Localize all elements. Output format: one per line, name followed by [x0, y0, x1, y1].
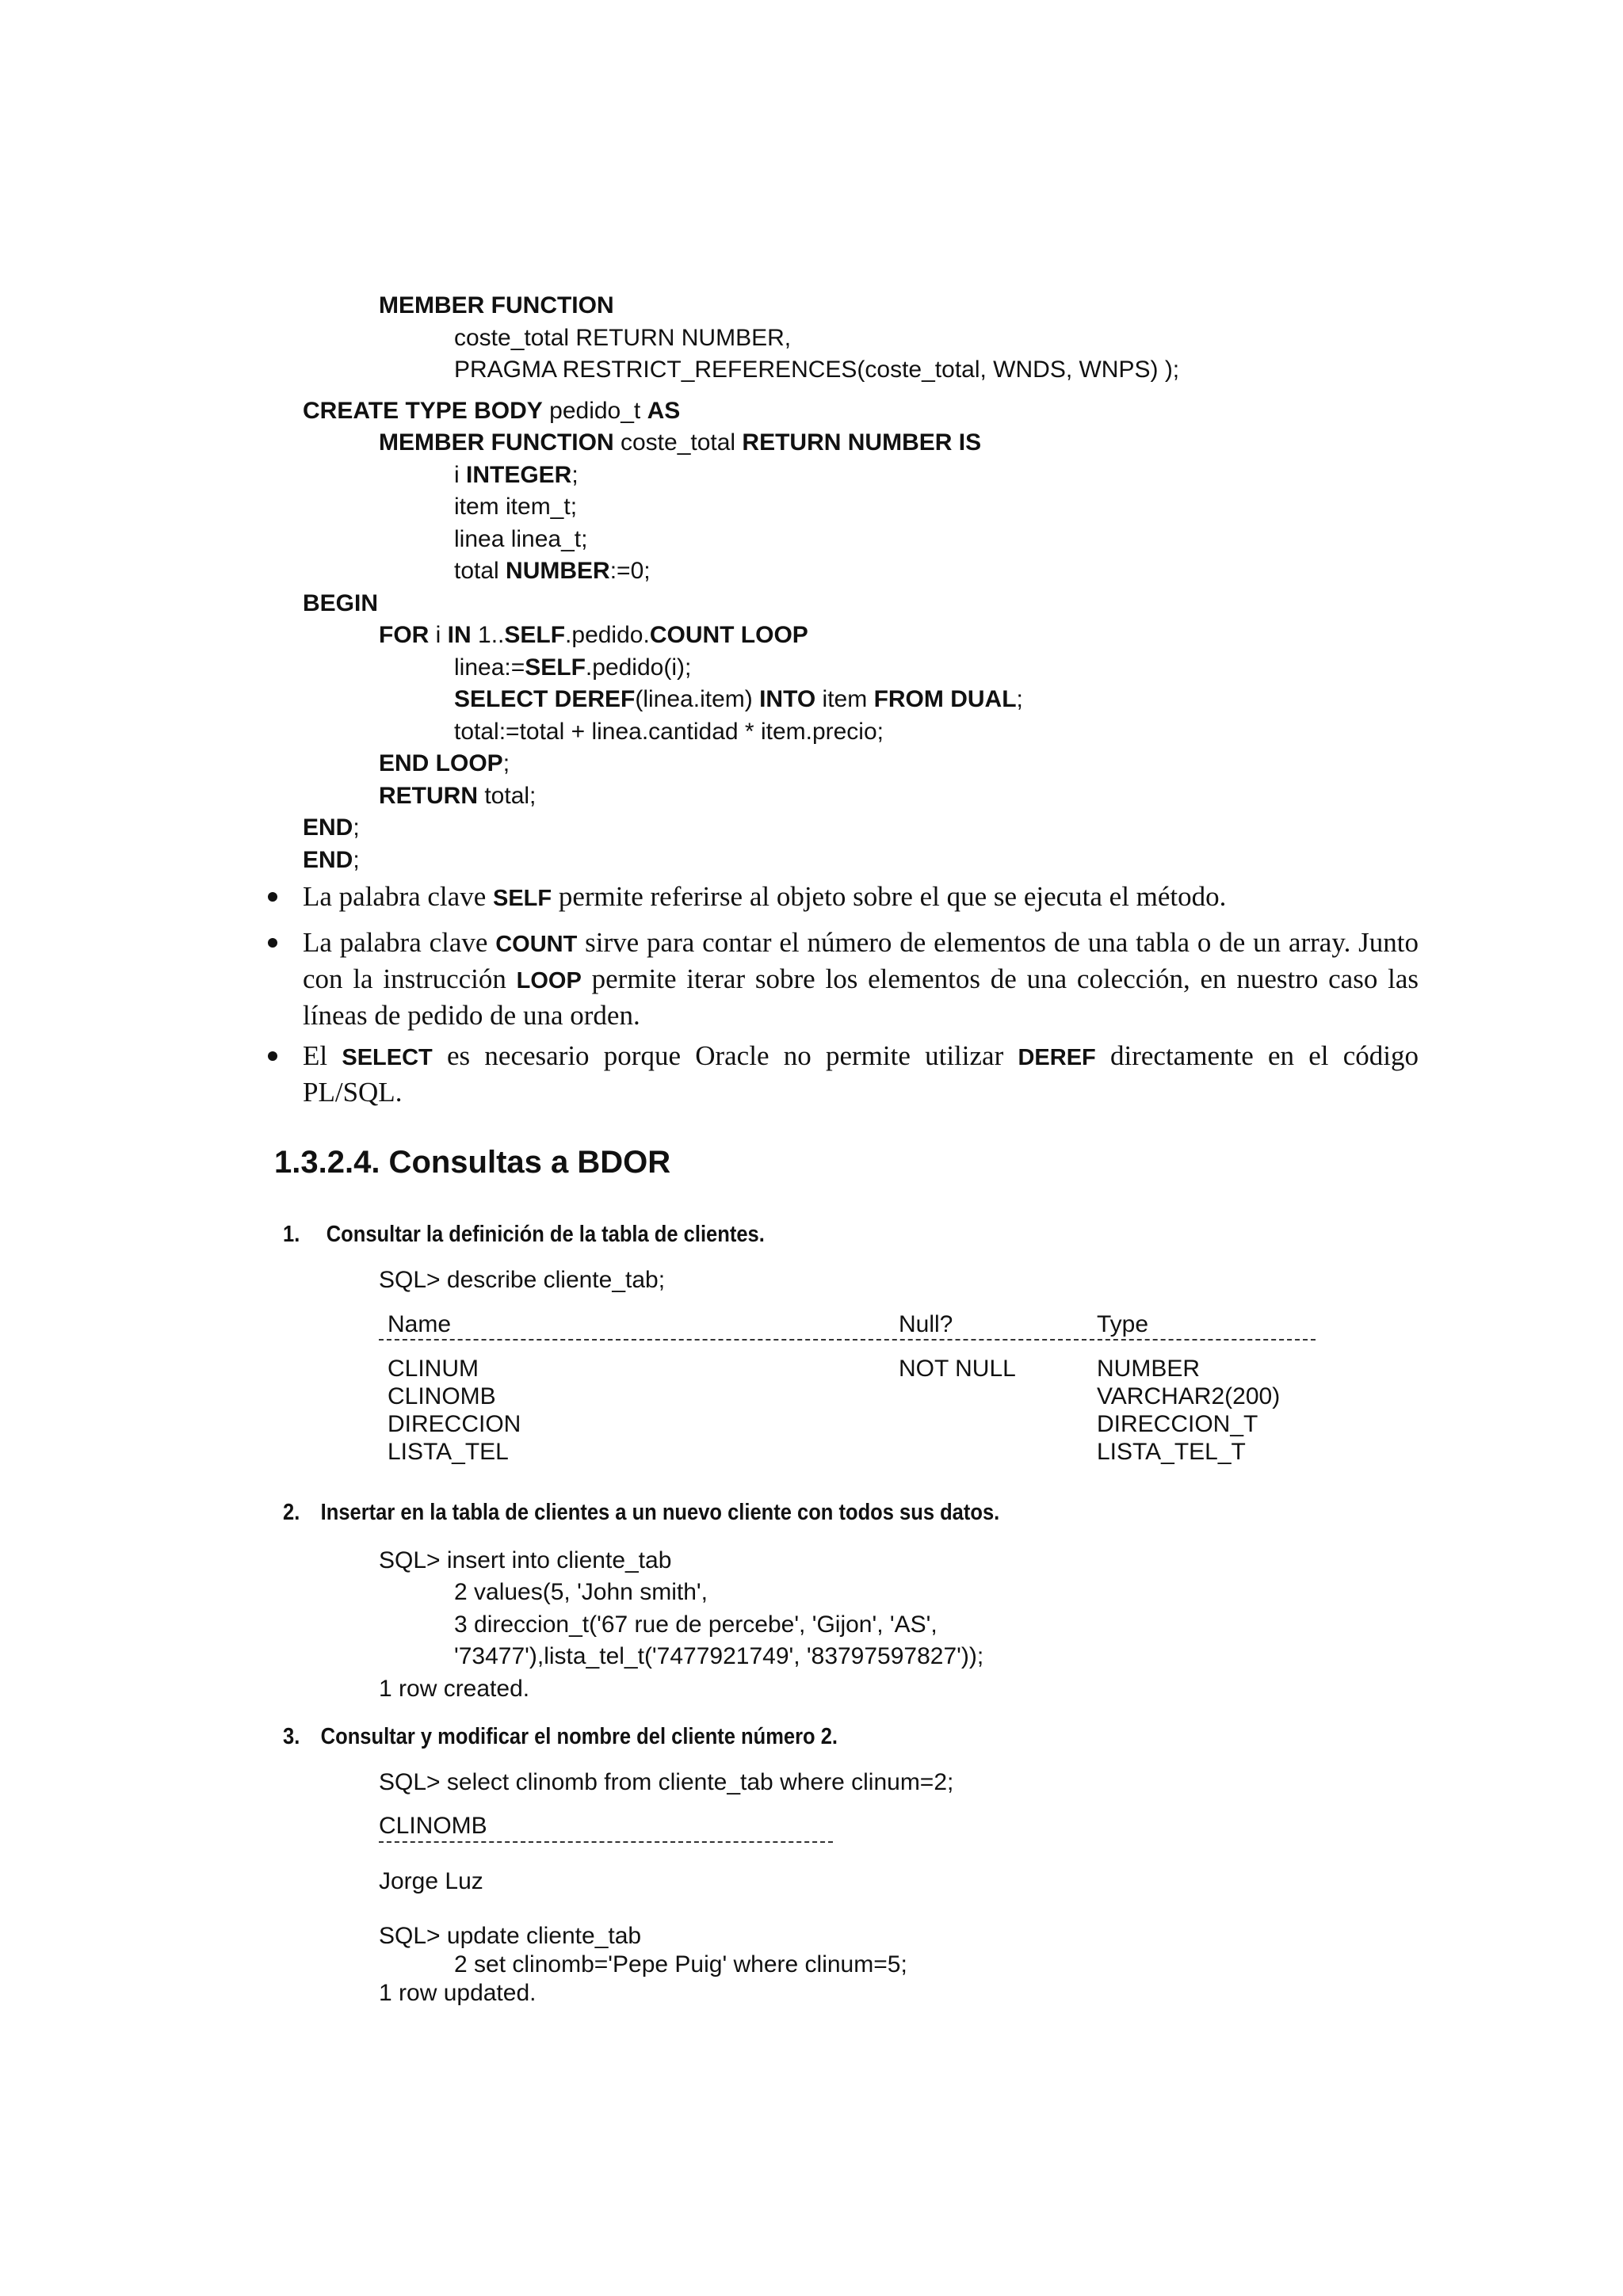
code-line [454, 653, 691, 683]
code-line [454, 355, 1179, 385]
result-value: Jorge Luz [379, 1868, 483, 1894]
code-text: ; [571, 462, 579, 488]
bullet-item [303, 879, 1419, 916]
code-line [454, 492, 577, 522]
sql-result: 1 row updated. [379, 1980, 537, 2006]
result-separator [379, 1841, 833, 1843]
row-type: NUMBER [1097, 1356, 1201, 1382]
inline-keyword: SELECT [342, 1045, 433, 1070]
code-keyword: SELF [504, 622, 566, 648]
code-text: ; [1016, 686, 1023, 712]
bullet-text: directamente en el código PL/SQL. [303, 1040, 1419, 1108]
code-text: item item_t; [454, 494, 578, 520]
code-line [454, 685, 1023, 715]
sql-result: 1 row created. [379, 1676, 530, 1702]
code-keyword: AS [647, 398, 681, 424]
code-keyword: END [303, 814, 353, 841]
code-line [303, 813, 360, 843]
code-line [379, 620, 808, 650]
code-text: pedido_t [542, 398, 647, 424]
code-text: total; [478, 783, 537, 809]
inline-keyword: COUNT [495, 932, 578, 957]
bullet-text: sirve para contar el número de elementos de una tabla o de un array. Junto con la instrucción [303, 927, 1419, 994]
bullet-text: permite referirse al objeto sobre el que se ejecuta el método. [552, 881, 1227, 912]
code-text: (linea.item) [635, 686, 760, 712]
code-text: PRAGMA RESTRICT_REFERENCES(coste_total, WNDS, WNPS) ); [454, 357, 1180, 383]
code-line [303, 396, 680, 426]
sql-command: SQL> describe cliente_tab; [379, 1267, 666, 1293]
code-line [454, 717, 884, 747]
code-text: ; [353, 814, 360, 841]
sql-line: 2 set clinomb='Pepe Puig' where clinum=5; [454, 1951, 907, 1978]
section-heading: 1.3.2.4. Consultas a BDOR [274, 1145, 671, 1180]
code-text: coste_total RETURN NUMBER, [454, 325, 792, 351]
row-name: DIRECCION [388, 1411, 521, 1437]
code-keyword: IN [447, 622, 472, 648]
bullet-item [303, 1039, 1419, 1110]
column-header-name: Name [388, 1311, 452, 1337]
code-keyword: INTO [759, 686, 816, 712]
step-heading [283, 1220, 765, 1249]
row-type: LISTA_TEL_T [1097, 1439, 1246, 1465]
code-keyword: NUMBER [506, 558, 610, 584]
bullet-text: permite iterar sobre los elementos de una colección, en nuestro caso las líneas de pedido de una orden. [303, 963, 1419, 1031]
bullet-text: La palabra clave [303, 927, 496, 958]
sql-line: 3 direccion_t('67 rue de percebe', 'Gijon', 'AS', [454, 1611, 938, 1638]
code-text: total:=total + linea.cantidad * item.precio; [454, 719, 884, 745]
row-name: LISTA_TEL [388, 1439, 509, 1465]
bullet-text: La palabra clave [303, 881, 493, 912]
code-text: ; [502, 750, 510, 776]
code-keyword: SELF [525, 654, 586, 681]
column-header-null: Null? [899, 1311, 953, 1337]
row-null: NOT NULL [899, 1356, 1016, 1382]
code-keyword: FOR [379, 622, 430, 648]
row-name: CLINOMB [388, 1383, 496, 1409]
code-text: :=0; [609, 558, 651, 584]
step-number: 3. [283, 1724, 300, 1749]
step-text: Consultar la definición de la tabla de clientes. [326, 1222, 765, 1247]
code-keyword: RETURN NUMBER IS [742, 429, 982, 456]
code-text: i [454, 462, 466, 488]
code-line [379, 749, 510, 779]
inline-keyword: SELF [492, 886, 552, 911]
code-text: 1.. [471, 622, 505, 648]
code-line [379, 291, 614, 321]
code-line [454, 556, 651, 586]
code-line [454, 323, 791, 353]
code-text: .pedido(i); [585, 654, 692, 681]
step-text: Insertar en la tabla de clientes a un nuevo cliente con todos sus datos. [320, 1500, 1000, 1525]
code-keyword: MEMBER FUNCTION [379, 429, 614, 456]
bullet-item [303, 925, 1419, 1033]
step-number: 2. [283, 1500, 300, 1525]
result-column-header: CLINOMB [379, 1813, 487, 1839]
code-text: i [429, 622, 448, 648]
step-text: Consultar y modificar el nombre del cliente número 2. [320, 1724, 838, 1749]
sql-command: SQL> select clinomb from cliente_tab where clinum=2; [379, 1769, 954, 1795]
bullet-text: El [303, 1040, 342, 1071]
code-line [454, 460, 579, 490]
code-keyword: CREATE TYPE BODY [303, 398, 543, 424]
code-keyword: COUNT LOOP [649, 622, 808, 648]
bullet-text: es necesario porque Oracle no permite utilizar [432, 1040, 1018, 1071]
code-text: coste_total [613, 429, 743, 456]
code-line [379, 781, 536, 811]
bullet-dot [268, 1051, 277, 1061]
code-keyword: BEGIN [303, 590, 379, 616]
sql-line: 2 values(5, 'John smith', [454, 1579, 708, 1605]
code-keyword: INTEGER [466, 462, 572, 488]
code-text: ; [353, 847, 360, 873]
bullet-dot [268, 892, 277, 902]
code-text: item [815, 686, 874, 712]
code-keyword: MEMBER FUNCTION [379, 292, 614, 318]
row-type: VARCHAR2(200) [1097, 1383, 1281, 1409]
inline-keyword: DEREF [1018, 1045, 1096, 1070]
code-text: total [454, 558, 506, 584]
code-line [379, 428, 981, 458]
code-keyword: RETURN [379, 783, 478, 809]
step-heading [283, 1498, 999, 1527]
code-text: linea linea_t; [454, 526, 588, 552]
inline-keyword: LOOP [516, 968, 582, 994]
code-line [303, 589, 378, 619]
code-keyword: SELECT DEREF [454, 686, 636, 712]
bullet-dot [268, 938, 277, 948]
code-text: .pedido. [565, 622, 650, 648]
step-number: 1. [283, 1222, 300, 1247]
sql-line: '73477'),lista_tel_t('7477921749', '83797597827')); [454, 1643, 984, 1669]
code-keyword: END LOOP [379, 750, 503, 776]
code-line [303, 845, 360, 875]
sql-line: SQL> insert into cliente_tab [379, 1547, 672, 1573]
code-keyword: FROM DUAL [873, 686, 1017, 712]
code-keyword: END [303, 847, 353, 873]
sql-command: SQL> update cliente_tab [379, 1923, 642, 1949]
column-header-type: Type [1097, 1311, 1149, 1337]
step-heading [283, 1722, 838, 1751]
code-line [454, 524, 587, 555]
code-text: linea:= [454, 654, 525, 681]
row-type: DIRECCION_T [1097, 1411, 1258, 1437]
header-separator [379, 1339, 1316, 1341]
row-name: CLINUM [388, 1356, 479, 1382]
